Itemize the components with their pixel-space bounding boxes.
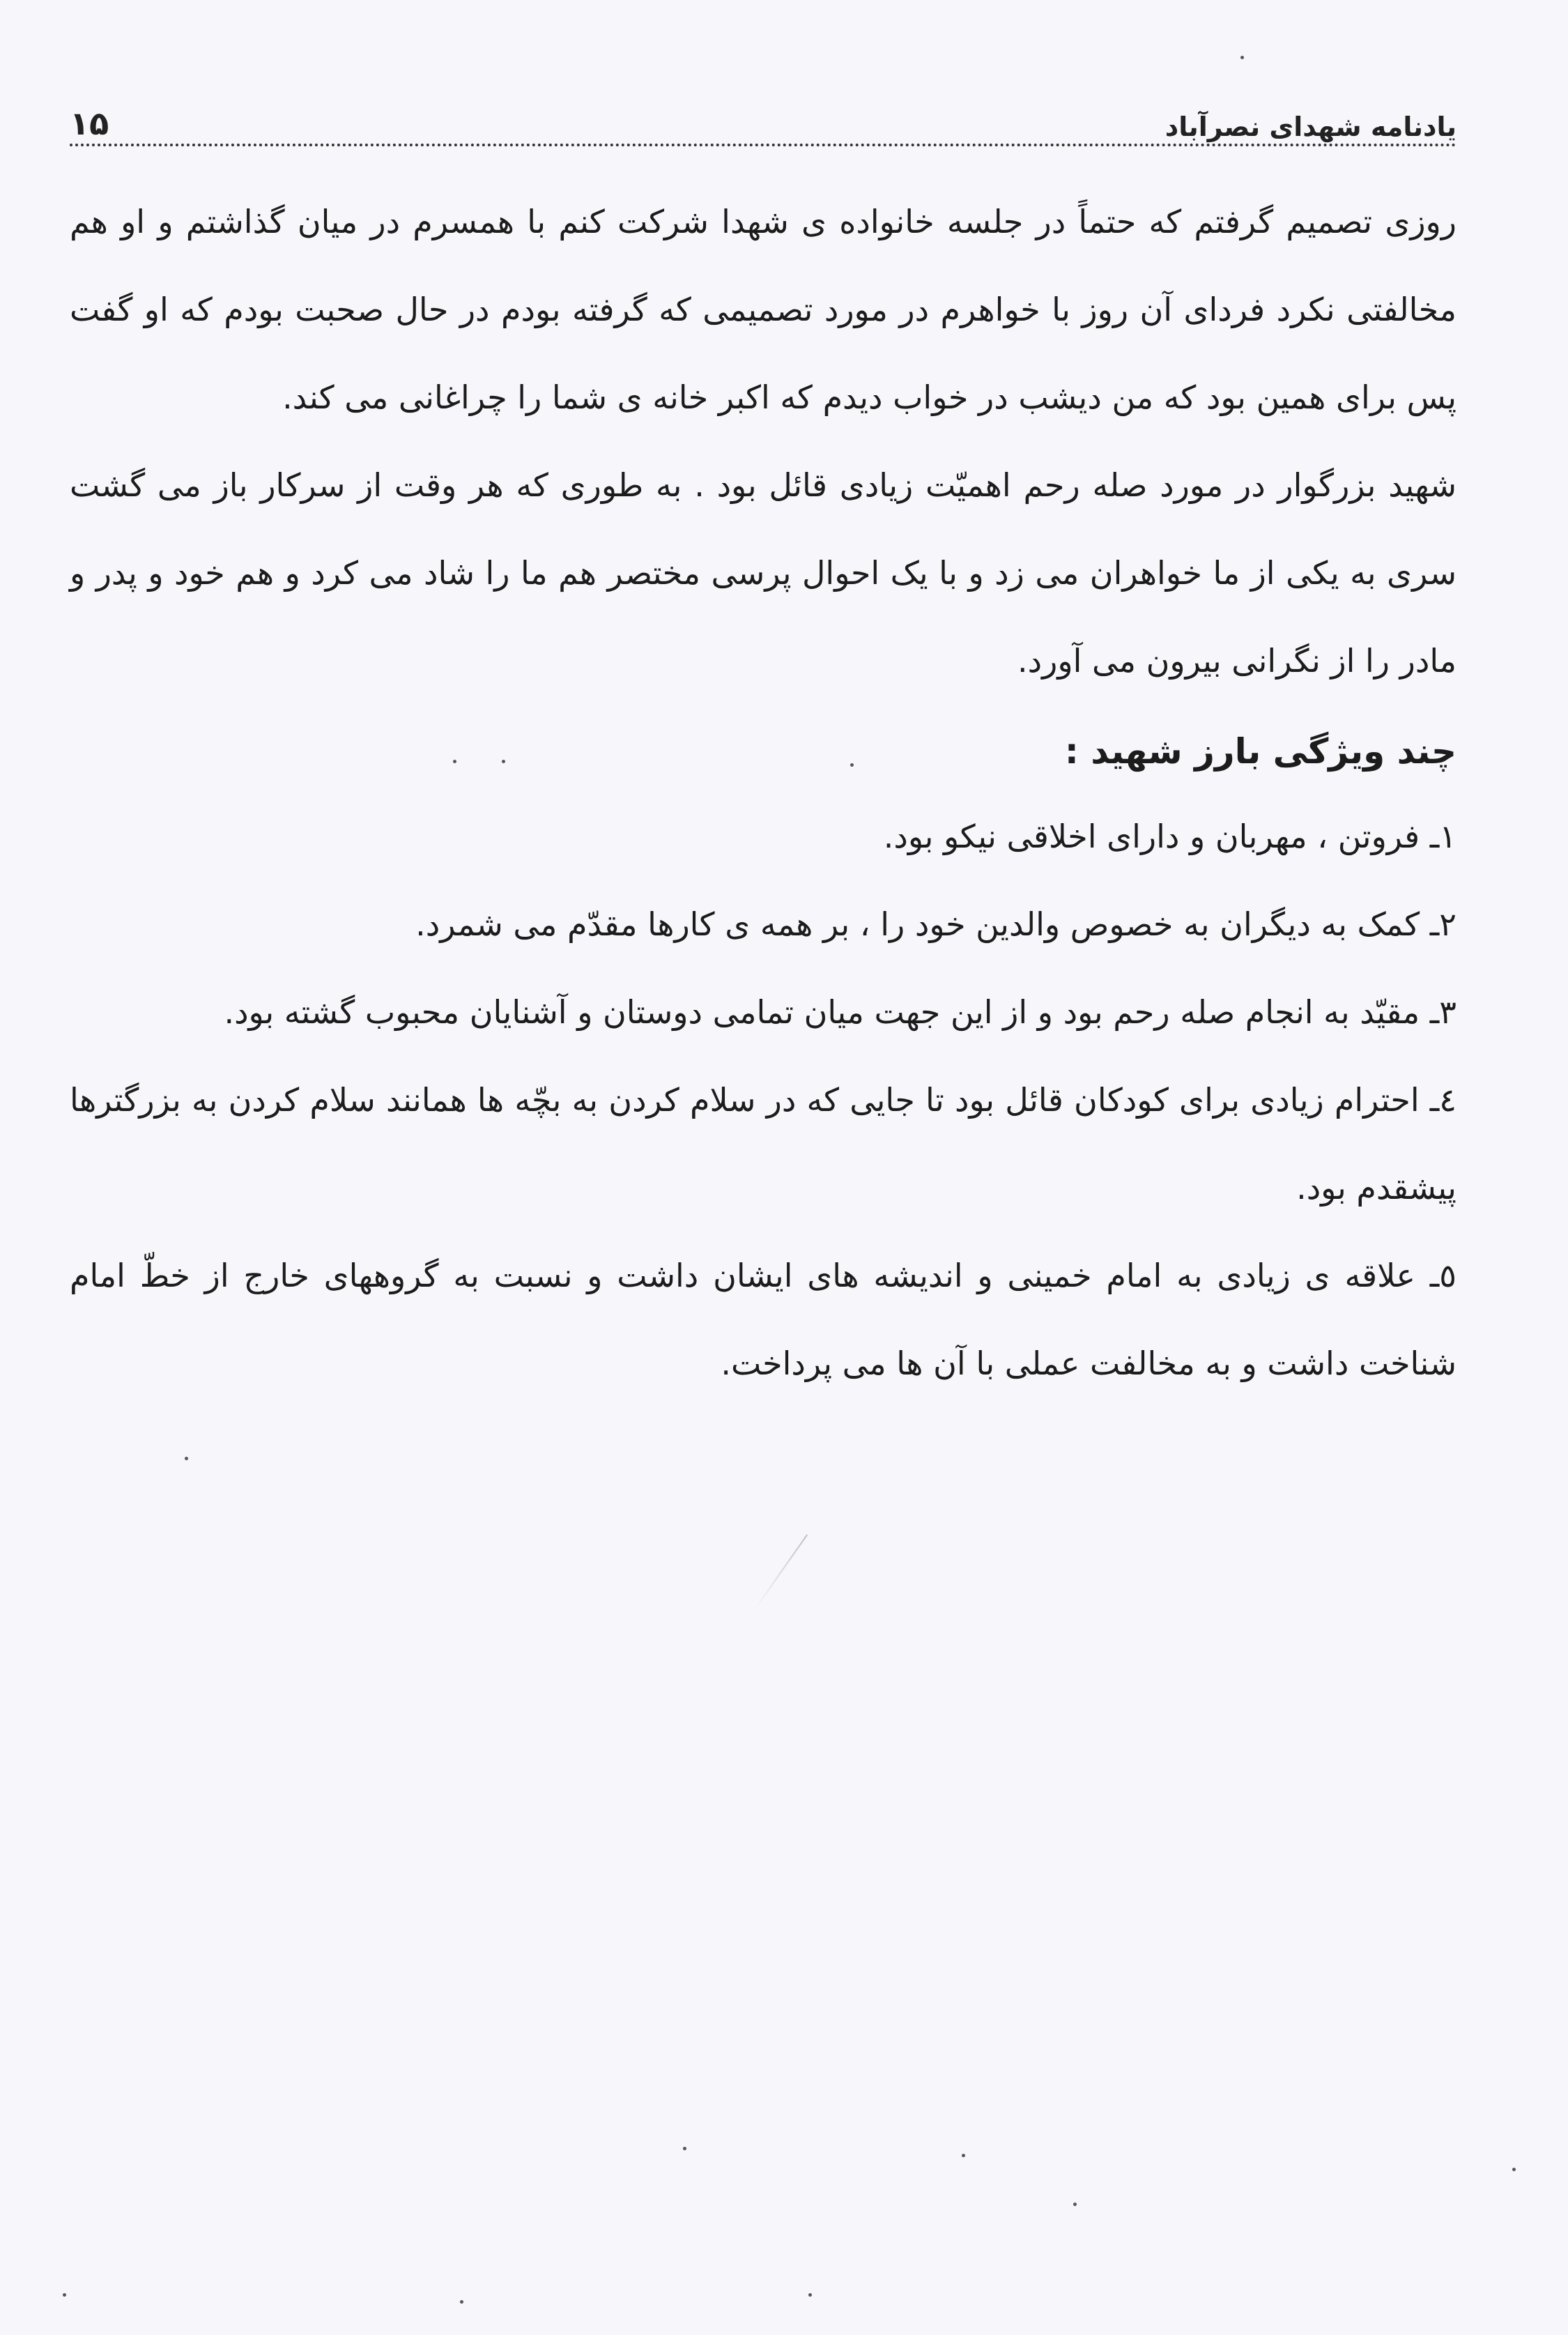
- scan-speck: [453, 760, 456, 763]
- scan-speck: [63, 2293, 66, 2297]
- page-header: [70, 84, 1456, 146]
- scan-speck: [1240, 56, 1244, 59]
- list-item: ۲ـ کمک به دیگران به خصوص والدین خود را ، بر همه ی کارها مقدّم می شمرد.: [415, 905, 1456, 943]
- pencil-mark: [755, 1534, 808, 1609]
- scan-speck: [683, 2147, 686, 2150]
- scan-speck: [850, 763, 854, 767]
- paragraph: شهید بزرگوار در مورد صله رحم اهمیّت زیادی قائل بود . به طوری که هر وقت از سرکار باز می گشت سری به یکی از ما خواهران می زد و با یک احوال پرسی مختصر هم ما را شاد می کرد و هم خود و پدر و مادر را از نگرانی بیرون می آورد.: [70, 466, 1456, 680]
- paragraph: روزی تصمیم گرفتم که حتماً در جلسه خانواده ی شهدا شرکت کنم با همسرم در میان گذاشتم و او هم مخالفتی نکرد فردای آن روز با خواهرم در مورد تصمیمی که گرفته بودم در حال صحبت بودم که او گفت پس برای همین بود که من دیشب در خواب دیدم که اکبر خانه ی شما را چراغانی می کند.: [70, 203, 1456, 416]
- scan-speck: [185, 1457, 188, 1460]
- list-item: ٥ـ علاقه ی زیادی به امام خمینی و اندیشه های ایشان داشت و نسبت به گروههای خارج از خطّ امام شناخت داشت و به مخالفت عملی با آن ها می پرداخت.: [70, 1257, 1456, 1382]
- page-body: [70, 178, 1456, 1407]
- list-item: ۳ـ مقیّد به انجام صله رحم بود و از این جهت میان تمامی دوستان و آشنایان محبوب گشته بود.: [224, 993, 1456, 1031]
- scan-speck: [962, 2154, 965, 2157]
- book-title: یادنامه شهدای نصرآباد: [1165, 112, 1456, 142]
- scan-speck: [1512, 2168, 1516, 2171]
- scan-speck: [460, 2300, 463, 2304]
- page-number: ۱۵: [70, 105, 109, 142]
- section-heading: چند ویژگی بارز شهید :: [1064, 731, 1456, 772]
- scan-speck: [1073, 2203, 1077, 2206]
- scan-speck: [808, 2293, 812, 2297]
- scan-speck: [502, 760, 505, 763]
- header-dotted-rule: [70, 144, 1456, 146]
- list-item: ۱ـ فروتن ، مهربان و دارای اخلاقی نیکو بود.: [883, 818, 1456, 855]
- list-item: ٤ـ احترام زیادی برای کودکان قائل بود تا جایی که در سلام کردن به بچّه ها همانند سلام کردن به بزرگترها پیشقدم بود.: [70, 1081, 1456, 1207]
